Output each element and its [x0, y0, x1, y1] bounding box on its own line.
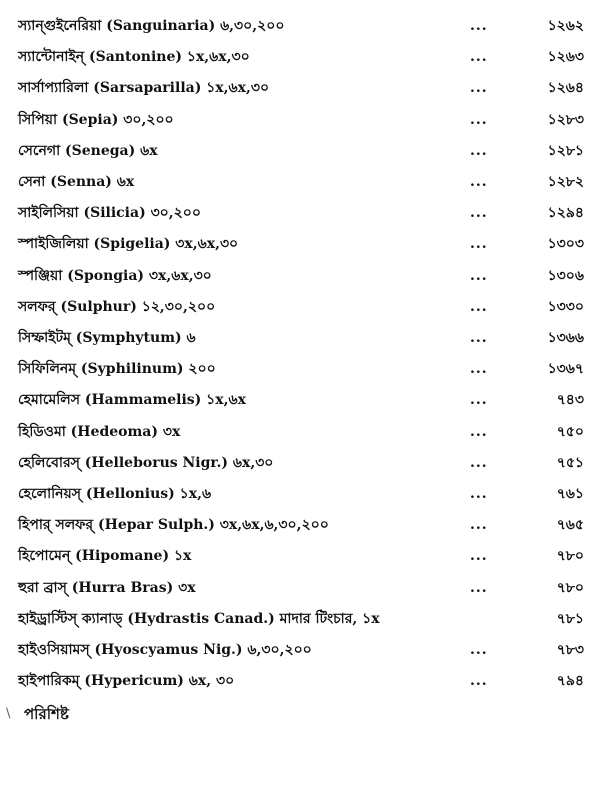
index-entry — [18, 387, 584, 413]
leader-dots: ... — [470, 111, 488, 128]
index-entry — [18, 200, 584, 226]
page-number: ১২৬৪ — [547, 80, 584, 97]
entry-text: হাইপারিকম্ (Hypericum) ৬x, ৩০ — [18, 673, 235, 690]
entry-text: সিফিলিনম্ (Syphilinum) ২০০ — [18, 361, 216, 378]
index-entry — [18, 481, 584, 507]
leader-dots: ... — [470, 267, 488, 284]
page-number: ৭৮৩ — [556, 642, 584, 658]
leader-dots: ... — [470, 361, 488, 378]
entry-text: সেনা (Senna) ৬x — [18, 174, 135, 190]
entry-text: হেলিবোরস্ (Helleborus Nigr.) ৬x,৩০ — [18, 454, 274, 471]
page-number: ১২৮৩ — [547, 111, 584, 128]
page-number: ৭৮০ — [556, 548, 584, 565]
index-entry — [18, 294, 584, 320]
index-entry — [18, 575, 584, 601]
page-number: ৭৬৫ — [556, 517, 584, 534]
margin-mark: \ — [6, 706, 11, 721]
page-number: ১২৬৩ — [547, 49, 584, 66]
index-entry — [18, 637, 584, 663]
leader-dots: ... — [470, 642, 488, 658]
entry-text: স্যান্টোনাইন্ (Santonine) ১x,৬x,৩০ — [18, 49, 250, 66]
page-number: ৭৯৪ — [556, 673, 584, 690]
page-number: ৭৮০ — [556, 579, 584, 596]
index-entry — [18, 512, 584, 538]
index-entry — [18, 543, 584, 569]
index-entry — [18, 325, 584, 351]
entry-text: সাইলিসিয়া (Silicia) ৩০,২০০ — [18, 205, 201, 222]
page-number: ১৩০৩ — [547, 236, 584, 253]
entry-text: স্যান্গুইনেরিয়া (Sanguinaria) ৬,৩০,২০০ — [18, 18, 285, 34]
page-number: ৭৪৩ — [556, 392, 584, 409]
page-number: ১৩৬৭ — [547, 361, 584, 378]
page-number: ৭৮১ — [556, 610, 584, 627]
leader-dots: ... — [470, 80, 488, 97]
index-entry — [18, 606, 584, 632]
index-entry — [18, 107, 584, 133]
leader-dots: ... — [470, 205, 488, 222]
index-entry — [18, 231, 584, 257]
leader-dots: ... — [470, 298, 488, 315]
page-number: ৭৫০ — [556, 423, 584, 440]
entry-text: হেলোনিয়স্ (Hellonius) ১x,৬ — [18, 486, 212, 502]
index-entry — [18, 668, 584, 694]
entry-text: সার্সাপ্যারিলা (Sarsaparilla) ১x,৬x,৩০ — [18, 80, 270, 97]
leader-dots: ... — [470, 18, 488, 34]
page-number: ৭৫১ — [556, 454, 584, 471]
page-number: ১২৯৪ — [547, 205, 584, 222]
leader-dots: ... — [470, 392, 488, 409]
entry-text: হিপার্ সলফর্ (Hepar Sulph.) ৩x,৬x,৬,৩০,২০০ — [18, 517, 329, 534]
entry-text: হুরা ব্রাস্ (Hurra Bras) ৩x — [18, 579, 196, 596]
leader-dots: ... — [470, 517, 488, 534]
entry-text: হিডিওমা (Hedeoma) ৩x — [18, 423, 181, 440]
page-number: ১৩০৬ — [547, 267, 584, 284]
entry-text: হাইওসিয়ামস্ (Hyoscyamus Nig.) ৬,৩০,২০০ — [18, 642, 312, 658]
page-number: ১২৬২ — [547, 18, 584, 34]
leader-dots: ... — [470, 579, 488, 596]
index-entry — [18, 419, 584, 445]
leader-dots: ... — [470, 330, 488, 346]
entry-text: সিপিয়া (Sepia) ৩০,২০০ — [18, 111, 174, 128]
page-number: ১৩৩০ — [547, 298, 584, 315]
page-number: ১২৮১ — [547, 142, 584, 159]
index-entry — [18, 169, 584, 195]
entry-text: স্পঞ্জিয়া (Spongia) ৩x,৬x,৩০ — [18, 267, 212, 284]
leader-dots: ... — [470, 454, 488, 471]
entry-text: হিপোমেন্ (Hipomane) ১x — [18, 548, 192, 565]
entry-text: সলফর্ (Sulphur) ১২,৩০,২০০ — [18, 298, 216, 315]
index-entry — [18, 263, 584, 289]
section-heading: পরিশিষ্ট — [24, 705, 69, 723]
index-entry — [18, 13, 584, 39]
leader-dots: ... — [470, 423, 488, 440]
entry-text: হাইড্রাস্টিস্ ক্যানাড্ (Hydrastis Canad.) মাদার টিংচার, ১x — [18, 610, 380, 627]
index-entry — [18, 44, 584, 70]
index-entry — [18, 138, 584, 164]
leader-dots: ... — [470, 486, 488, 502]
index-entry — [18, 450, 584, 476]
page-number: ৭৬১ — [556, 486, 584, 502]
leader-dots: ... — [470, 174, 488, 190]
entry-text: সিম্ফাইটম্ (Symphytum) ৬ — [18, 330, 196, 346]
entry-text: স্পাইজিলিয়া (Spigelia) ৩x,৬x,৩০ — [18, 236, 239, 253]
leader-dots: ... — [470, 236, 488, 253]
index-entry — [18, 75, 584, 101]
page-number: ১২৮২ — [547, 174, 584, 190]
page-number: ১৩৬৬ — [547, 330, 584, 346]
leader-dots: ... — [470, 49, 488, 66]
leader-dots: ... — [470, 673, 488, 690]
index-entry — [18, 356, 584, 382]
entry-text: হেমামেলিস (Hammamelis) ১x,৬x — [18, 392, 246, 409]
leader-dots: ... — [470, 548, 488, 565]
entry-text: সেনেগা (Senega) ৬x — [18, 142, 158, 159]
leader-dots: ... — [470, 142, 488, 159]
